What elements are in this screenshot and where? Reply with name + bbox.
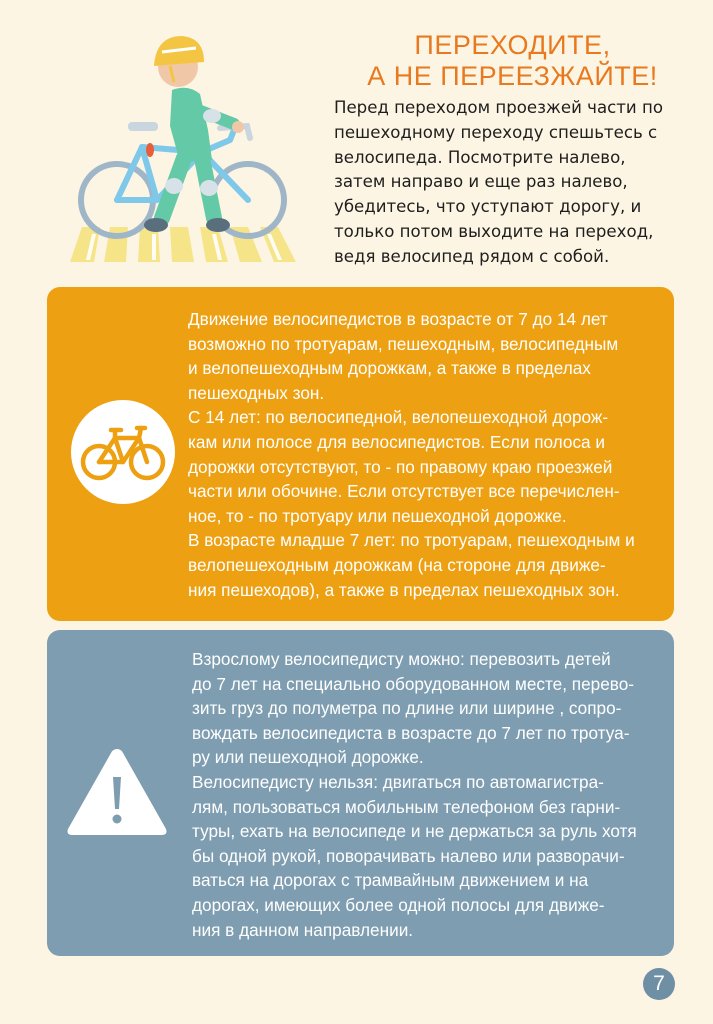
panel-line: бы одной рукой, поворачивать налево или разворачи-	[192, 845, 625, 866]
panel-line: кам или полосе для велосипедистов. Если полоса и	[188, 431, 605, 452]
heading-line-2: А НЕ ПЕРЕЕЗЖАЙТЕ!	[367, 61, 658, 91]
panel-line: В возрасте младше 7 лет: по тротуарам, пешеходным и	[188, 530, 635, 551]
panel-line: возможно по тротуарам, пешеходным, велосипедным	[188, 333, 619, 354]
warning-icon	[64, 743, 170, 841]
panel-line: ния пешеходов), а также в пределах пешеходных зон.	[188, 579, 620, 600]
cycling-age-rules-panel	[47, 287, 674, 621]
panel-line: зить груз до полуметра по длине или ширине , сопро-	[192, 698, 622, 719]
cycling-age-rules-text	[188, 307, 635, 602]
panel-line: туры, ехать на велосипеде и не держаться за руль хотя	[192, 821, 637, 842]
panel-line: Движение велосипедистов в возрасте от 7 до 14 лет	[188, 309, 608, 329]
panel-line: дорогах, имеющих более одной полосы для движе-	[192, 894, 605, 915]
panel-line: пешеходных зон.	[188, 382, 325, 403]
panel-line: Взрослому велосипедисту можно: перевозить детей	[192, 649, 611, 669]
panel-line: ное, то - по тротуару или пешеходной дорожке.	[188, 505, 567, 526]
heading-line-1: ПЕРЕХОДИТЕ,	[414, 30, 611, 60]
panel-line: ваться на дорогах с трамвайным движением и на	[192, 870, 589, 891]
cyclist-permissions-panel	[47, 630, 674, 956]
intro-line: велосипеда. Посмотрите налево,	[334, 147, 626, 167]
intro-line: затем направо и еще раз налево,	[334, 172, 628, 192]
intro-line: убедитесь, что уступают дорогу, и	[334, 197, 642, 217]
panel-line: и велопешеходным дорожкам, а также в пределах	[188, 358, 591, 379]
child-walking-bicycle-illustration	[62, 22, 312, 272]
panel-line: вождать велосипедиста в возрасте до 7 лет по тротуа-	[192, 722, 630, 743]
intro-line: пешеходному переходу спешьтесь с	[334, 122, 658, 142]
intro-line: Перед переходом проезжей части по	[334, 98, 663, 117]
page-heading	[340, 30, 685, 92]
page-number: 7	[643, 968, 675, 1000]
panel-line: ру или пешеходной дорожке.	[192, 747, 424, 768]
panel-line: части или обочине. Если отсутствует все перечислен-	[188, 481, 620, 502]
panel-line: велопешеходным дорожкам (на стороне для движе-	[188, 554, 606, 575]
intro-line: только потом выходите на переход,	[334, 221, 654, 241]
panel-line: ния в данном направлении.	[192, 919, 414, 940]
intro-line: ведя велосипед рядом с собой.	[334, 246, 610, 266]
cyclist-permissions-text	[192, 647, 637, 942]
intro-paragraph	[334, 96, 674, 270]
panel-line: С 14 лет: по велосипедной, велопешеходной дорож-	[188, 407, 609, 428]
panel-line: до 7 лет на специально оборудованном месте, перево-	[192, 673, 634, 694]
panel-line: лям, пользоваться мобильным телефоном без гарни-	[192, 796, 621, 817]
bicycle-icon	[71, 400, 175, 504]
panel-line: Велосипедисту нельзя: двигаться по автомагистра-	[192, 771, 604, 792]
panel-line: дорожки отсутствуют, то - по правому краю проезжей	[188, 456, 613, 477]
